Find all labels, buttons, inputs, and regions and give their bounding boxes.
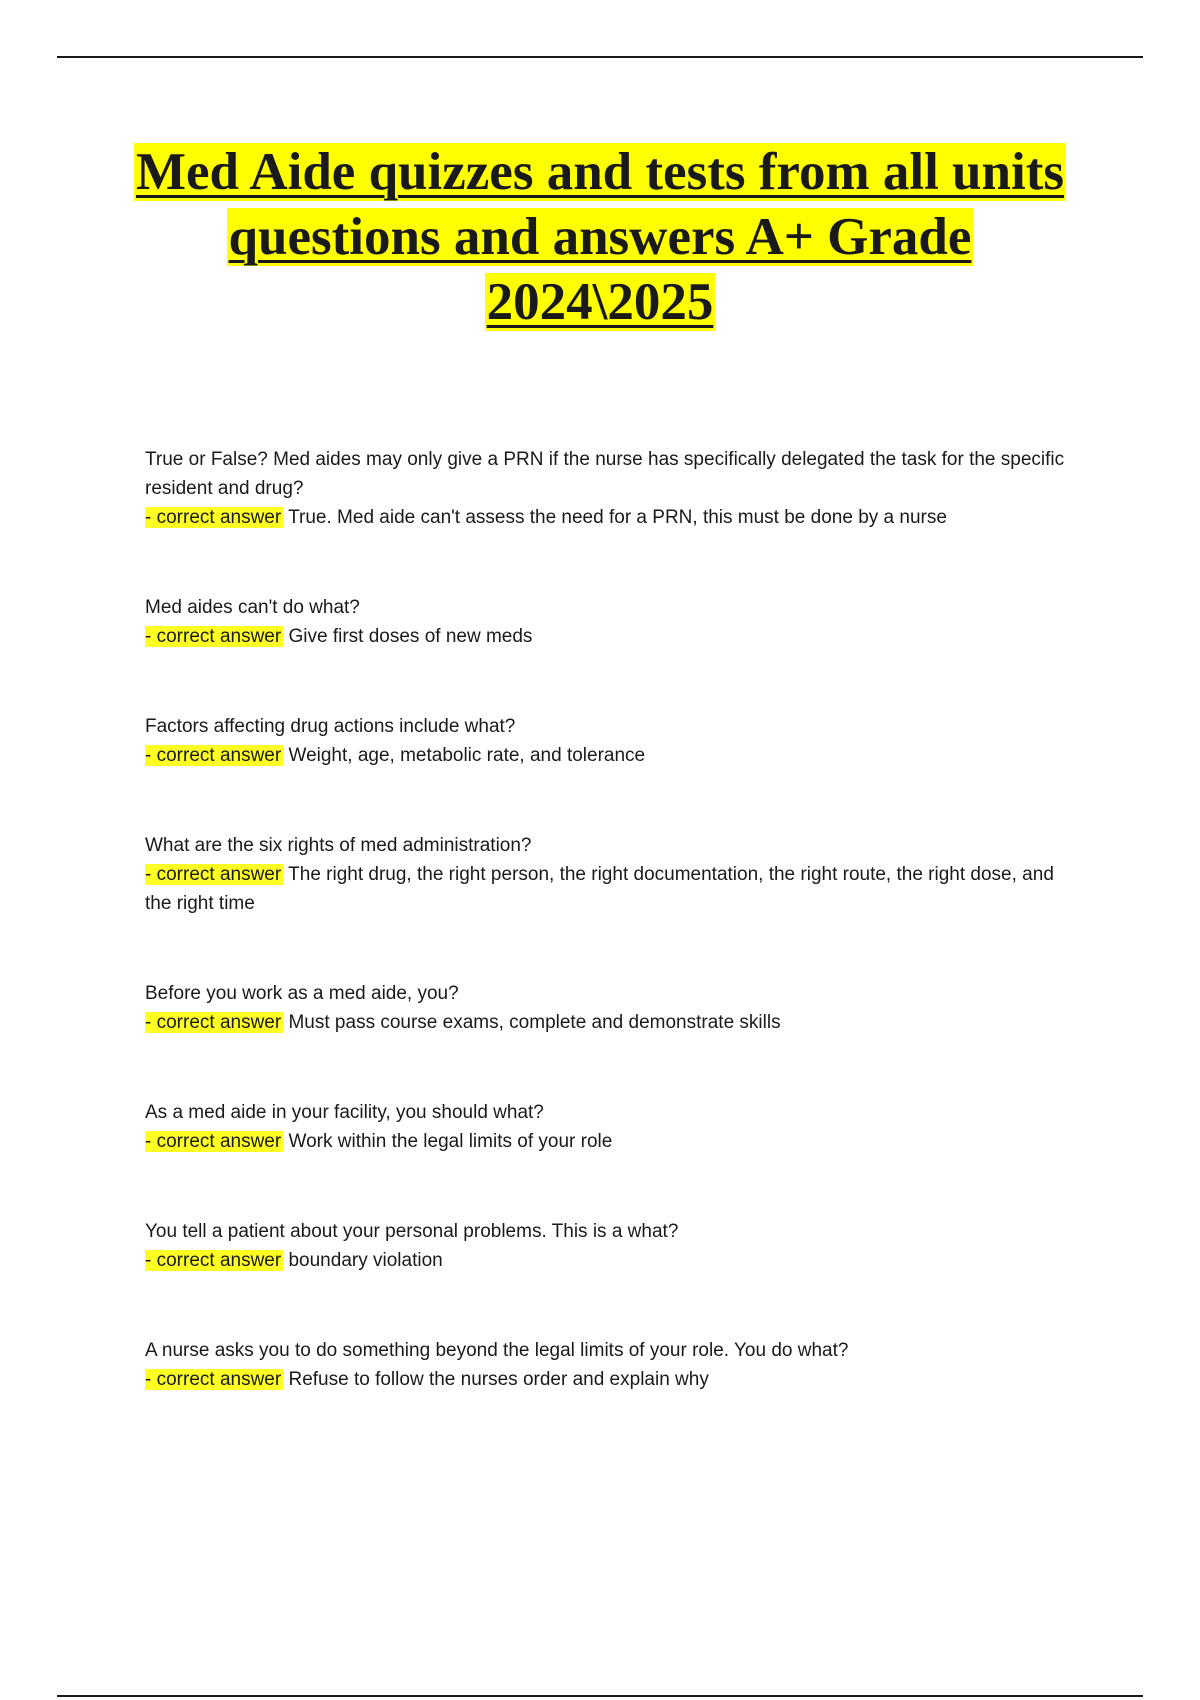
question-text: Before you work as a med aide, you? [145, 983, 459, 1004]
answer-text: Give first doses of new meds [288, 626, 533, 647]
answer-text: True. Med aide can't assess the need for a PRN, this must be done by a nurse [288, 507, 947, 528]
bottom-rule [57, 1695, 1143, 1697]
answer-text: Weight, age, metabolic rate, and tolerance [288, 745, 646, 766]
correct-answer-tag: - correct answer [145, 864, 282, 885]
qa-item [145, 831, 1065, 918]
answer-text: Refuse to follow the nurses order and explain why [288, 1369, 709, 1390]
title-line-2: questions and answers A+ Grade [228, 208, 972, 266]
qa-item [145, 979, 1065, 1037]
question-text: A nurse asks you to do something beyond the legal limits of your role. You do what? [145, 1340, 849, 1361]
qa-item [145, 712, 1065, 770]
qa-item [145, 593, 1065, 651]
qa-list [145, 445, 1065, 1455]
question-text: What are the six rights of med administration? [145, 835, 532, 856]
title-line-1: Med Aide quizzes and tests from all units [135, 143, 1065, 201]
answer-text: The right drug, the right person, the right documentation, the right route, the right dose, and the right time [145, 864, 1054, 914]
qa-item [145, 1098, 1065, 1156]
correct-answer-tag: - correct answer [145, 1131, 282, 1152]
question-text: Med aides can't do what? [145, 597, 360, 618]
question-text: True or False? Med aides may only give a PRN if the nurse has specifically delegated the task for the specific resident and drug? [145, 449, 1065, 499]
qa-item [145, 1336, 1065, 1394]
correct-answer-tag: - correct answer [145, 745, 282, 766]
correct-answer-tag: - correct answer [145, 1369, 282, 1390]
question-text: As a med aide in your facility, you should what? [145, 1102, 544, 1123]
qa-item [145, 1217, 1065, 1275]
answer-text: boundary violation [288, 1250, 443, 1271]
answer-text: Must pass course exams, complete and demonstrate skills [288, 1012, 781, 1033]
correct-answer-tag: - correct answer [145, 626, 282, 647]
answer-text: Work within the legal limits of your role [288, 1131, 613, 1152]
title-line-3: 2024\2025 [486, 273, 714, 331]
correct-answer-tag: - correct answer [145, 507, 282, 528]
document-title [100, 140, 1100, 335]
top-rule [57, 56, 1143, 58]
question-text: You tell a patient about your personal problems. This is a what? [145, 1221, 679, 1242]
correct-answer-tag: - correct answer [145, 1012, 282, 1033]
question-text: Factors affecting drug actions include what? [145, 716, 516, 737]
qa-item [145, 445, 1065, 532]
correct-answer-tag: - correct answer [145, 1250, 282, 1271]
